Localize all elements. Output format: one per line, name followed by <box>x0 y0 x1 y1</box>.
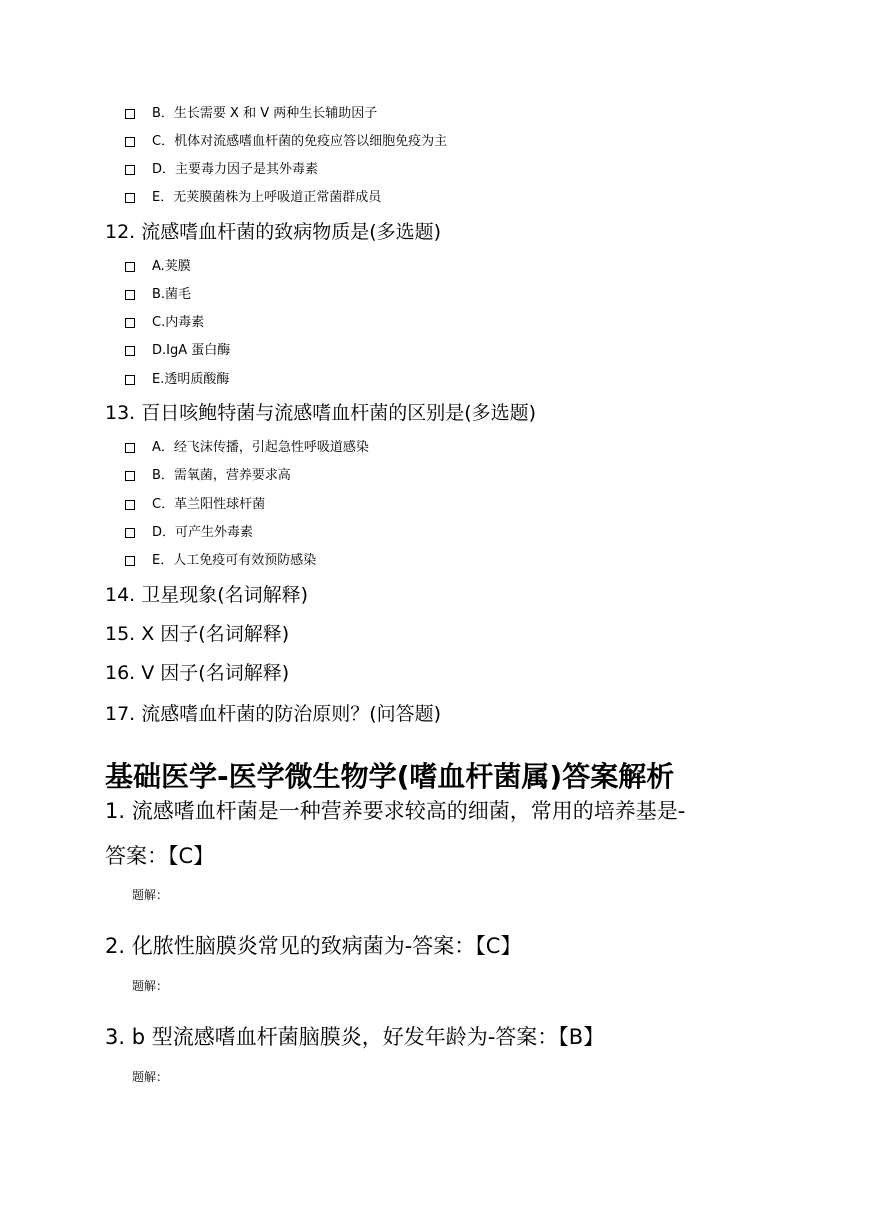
option-text: D．可产生外毒素 <box>152 525 254 540</box>
option-text: D.IgA 蛋白酶 <box>152 343 231 358</box>
checkbox-icon <box>125 375 135 385</box>
checkbox-icon <box>125 500 135 510</box>
option-text: D．主要毒力因子是其外毒素 <box>152 162 319 177</box>
option-item <box>125 465 291 487</box>
option-text: B.菌毛 <box>152 287 192 302</box>
question-14-title: 14. 卫星现象(名词解释) <box>105 584 309 606</box>
option-text: E.透明质酸酶 <box>152 372 230 387</box>
checkbox-icon <box>125 137 135 147</box>
checkbox-icon <box>125 443 135 453</box>
option-item <box>125 340 230 362</box>
question-16-title: 16. V 因子(名词解释) <box>105 662 290 684</box>
question-13-title: 13. 百日咳鲍特菌与流感嗜血杆菌的区别是(多选题) <box>105 402 537 424</box>
option-item <box>125 256 191 278</box>
question-15-title: 15. X 因子(名词解释) <box>105 623 290 645</box>
checkbox-icon <box>125 109 135 119</box>
option-item <box>125 187 381 209</box>
answer-1-answer: 答案：【C】 <box>105 844 215 868</box>
option-item <box>125 312 204 334</box>
option-item <box>125 131 447 153</box>
option-item <box>125 369 229 391</box>
option-text: C.内毒素 <box>152 315 205 330</box>
option-item <box>125 522 253 544</box>
answer-3-question: 3. b 型流感嗜血杆菌脑膜炎，好发年龄为-答案：【B】 <box>105 1025 605 1049</box>
answer-2-question: 2. 化脓性脑膜炎常见的致病菌为-答案：【C】 <box>105 934 522 958</box>
option-item <box>125 159 318 181</box>
answer-3-explanation: 题解： <box>132 1070 169 1084</box>
checkbox-icon <box>125 193 135 203</box>
checkbox-icon <box>125 346 135 356</box>
answer-1-question: 1. 流感嗜血杆菌是一种营养要求较高的细菌，常用的培养基是- <box>105 799 686 823</box>
question-17-title: 17. 流感嗜血杆菌的防治原则？(问答题) <box>105 703 442 725</box>
option-text: C．革兰阳性球杆菌 <box>152 497 266 512</box>
option-text: E．人工免疫可有效预防感染 <box>152 553 317 568</box>
option-text: E．无荚膜菌株为上呼吸道正常菌群成员 <box>152 190 382 205</box>
checkbox-icon <box>125 165 135 175</box>
option-text: B．需氧菌，营养要求高 <box>152 468 291 483</box>
option-item <box>125 284 191 306</box>
answers-section-title: 基础医学-医学微生物学(嗜血杆菌属)答案解析 <box>105 760 675 793</box>
option-item <box>125 103 377 125</box>
checkbox-icon <box>125 290 135 300</box>
checkbox-icon <box>125 528 135 538</box>
checkbox-icon <box>125 262 135 272</box>
option-text: A．经飞沫传播，引起急性呼吸道感染 <box>152 440 369 455</box>
checkbox-icon <box>125 471 135 481</box>
answer-2-explanation: 题解： <box>132 979 169 993</box>
answer-1-explanation: 题解： <box>132 888 169 902</box>
option-text: A.荚膜 <box>152 259 191 274</box>
option-text: B．生长需要 X 和 V 两种生长辅助因子 <box>152 106 378 121</box>
checkbox-icon <box>125 556 135 566</box>
option-item <box>125 437 369 459</box>
option-text: C．机体对流感嗜血杆菌的免疫应答以细胞免疫为主 <box>152 134 448 149</box>
checkbox-icon <box>125 318 135 328</box>
option-item <box>125 494 265 516</box>
option-item <box>125 550 316 572</box>
question-12-title: 12. 流感嗜血杆菌的致病物质是(多选题) <box>105 221 442 243</box>
